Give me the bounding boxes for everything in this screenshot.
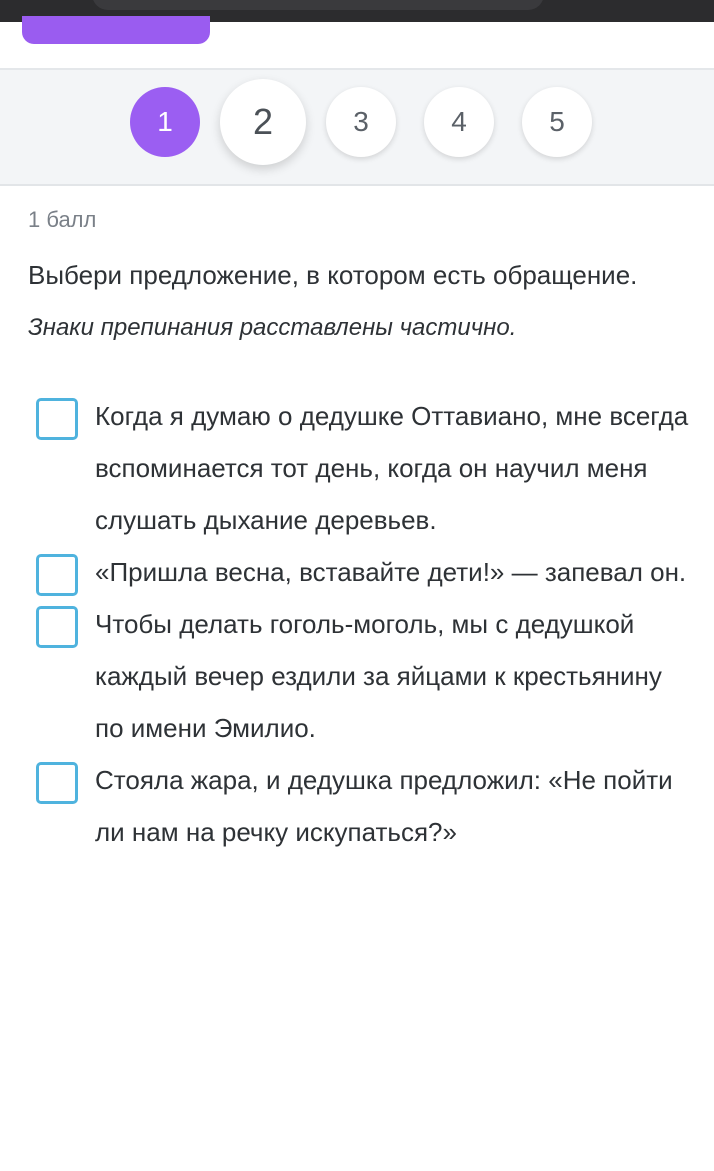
question-nav-5[interactable]: 5 [522,87,592,157]
answer-option-1[interactable] [0,390,714,546]
question-hint: Знаки препинания расставлены частично. [28,314,517,341]
answer-option-text: «Пришла весна, вставайте дети!» — запевал он. [95,557,687,587]
answer-option-text: Когда я думаю о дедушке Оттавиано, мне всегда вспоминается тот день, когда он научил меня слушать дыхание деревьев. [95,401,689,535]
answer-option-text: Чтобы делать гоголь-моголь, мы с дедушкой каждый вечер ездили за яйцами к крестьянину по имени Эмилио. [95,609,662,743]
answer-option-3[interactable] [0,598,714,754]
address-bar[interactable] [92,0,544,10]
question-text: Выбери предложение, в котором есть обращение. [28,260,638,290]
question-nav-3[interactable]: 3 [326,87,396,157]
checkbox[interactable] [36,554,78,596]
answer-options [0,390,714,858]
answer-option-2[interactable] [0,546,714,598]
header-action-button[interactable] [22,16,210,44]
answer-option-4[interactable] [0,754,714,858]
header [0,22,714,70]
points-label: 1 балл [28,207,97,232]
answer-option-text: Стояла жара, и дедушка предложил: «Не пойти ли нам на речку искупаться?» [95,765,673,847]
question-nav-4[interactable]: 4 [424,87,494,157]
checkbox[interactable] [36,398,78,440]
checkbox[interactable] [36,606,78,648]
question-nav-1[interactable]: 1 [130,87,200,157]
checkbox[interactable] [36,762,78,804]
question-nav [0,70,714,186]
question-nav-2[interactable]: 2 [220,79,306,165]
